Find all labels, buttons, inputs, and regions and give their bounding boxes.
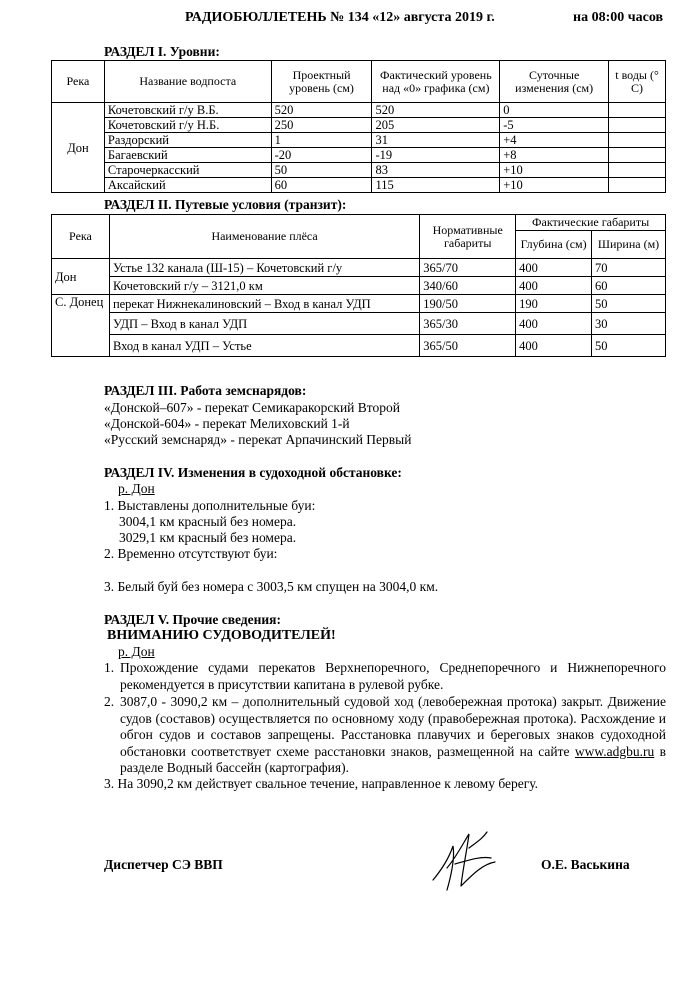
depth-cell: 400 [516,259,592,277]
table-row [52,295,666,313]
change-cell: +10 [500,178,609,193]
reach-cell: УДП – Вход в канал УДП [109,313,419,335]
actual-cell: 83 [372,163,500,178]
change-cell: 0 [500,103,609,118]
info-item-number: 2. [104,694,115,709]
change-cell: +10 [500,163,609,178]
width-cell: 50 [592,295,666,313]
station-cell: Аксайский [104,178,271,193]
change-subitem: 3004,1 км красный без номера. [119,514,297,529]
table-row [52,335,666,357]
section4-heading: РАЗДЕЛ IV. Изменения в судоходной обстановке: [104,465,402,480]
col-reach: Наименование плёса [109,215,419,259]
levels-table [51,60,666,193]
info-item: Прохождение судами перекатов Верхнепоречного, Среднепоречного и Нижнепоречного рекомендуется в присутствии капитана в рулевой рубке. [120,660,666,692]
dredger-line: «Донской–607» - перекат Семикаракорский Второй [104,400,400,415]
normative-cell: 190/50 [420,295,516,313]
station-cell: Старочеркасский [104,163,271,178]
dredger-line: «Донской-604» - перекат Мелиховский 1-й [104,416,350,431]
change-item: 2. Временно отсутствуют буи: [104,546,278,561]
station-cell: Багаевский [104,148,271,163]
transit-header-row [52,215,666,231]
website-link[interactable]: www.adgbu.ru [574,743,655,759]
signature-image [425,828,500,898]
change-item: 3. Белый буй без номера с 3003,5 км спущен на 3004,0 км. [104,579,439,594]
width-cell: 70 [592,259,666,277]
transit-table [51,214,666,357]
change-cell: -5 [500,118,609,133]
temp-cell [609,178,666,193]
reach-cell: Вход в канал УДП – Устье [109,335,419,357]
col-river: Река [52,61,105,103]
info-item [120,694,666,777]
reach-cell: Устье 132 канала (Ш-15) – Кочетовский г/у [109,259,419,277]
design-cell: 60 [271,178,372,193]
temp-cell [609,133,666,148]
actual-cell: 205 [372,118,500,133]
table-row [52,313,666,335]
bulletin-title: РАДИОБЮЛЛЕТЕНЬ № 134 «12» августа 2019 г. [185,10,495,25]
info-item-number: 1. [104,660,115,675]
table-row [52,178,666,193]
river-label: р. Дон [118,481,155,496]
col-normative: Нормативные габариты [420,215,516,259]
col-depth: Глубина (см) [516,231,592,259]
table-row [52,118,666,133]
actual-cell: 115 [372,178,500,193]
col-daily-change: Суточные изменения (см) [500,61,609,103]
depth-cell: 190 [516,295,592,313]
depth-cell: 400 [516,335,592,357]
signer-name: О.Е. Васькина [541,857,630,872]
section2-heading: РАЗДЕЛ II. Путевые условия (транзит): [104,197,347,212]
temp-cell [609,118,666,133]
col-width: Ширина (м) [592,231,666,259]
change-item: 1. Выставлены дополнительные буи: [104,498,316,513]
design-cell: 1 [271,133,372,148]
normative-cell: 365/50 [420,335,516,357]
normative-cell: 365/30 [420,313,516,335]
col-design-level: Проектный уровень (см) [271,61,372,103]
section3-heading: РАЗДЕЛ III. Работа земснарядов: [104,383,307,398]
actual-cell: -19 [372,148,500,163]
normative-cell: 340/60 [420,277,516,295]
design-cell: 520 [271,103,372,118]
col-actual-level: Фактический уровень над «0» графика (см) [372,61,500,103]
reach-cell: перекат Нижнекалиновский – Вход в канал УДП [109,295,419,313]
table-row [52,148,666,163]
design-cell: -20 [271,148,372,163]
reach-cell: Кочетовский г/у – 3121,0 км [109,277,419,295]
table-row [52,133,666,148]
river-cell: Дон [52,259,110,295]
section5-heading: РАЗДЕЛ V. Прочие сведения: [104,612,281,627]
change-cell: +4 [500,133,609,148]
info-text: 3087,0 - 3090,2 км – дополнительный судовой ход (левобережная протока) закрыт. Движение судов (составов) осуществляется по основному ходу (правобережная протока). Расхождение и обгон судов и составов запрещены. Расстановка плавучих и береговых знаков судоходной обстановки соответствует схеме расстановки знаков, размещенной на сайте [120,694,666,759]
temp-cell [609,103,666,118]
temp-cell [609,163,666,178]
table-row [52,103,666,118]
table-row [52,259,666,277]
col-station: Название водпоста [104,61,271,103]
table-row [52,277,666,295]
col-actual: Фактические габариты [516,215,666,231]
design-cell: 250 [271,118,372,133]
col-water-temp: t воды (° C) [609,61,666,103]
river-label: р. Дон [118,644,155,659]
levels-header-row [52,61,666,103]
design-cell: 50 [271,163,372,178]
station-cell: Кочетовский г/у В.Б. [104,103,271,118]
bulletin-time: на 08:00 часов [573,10,664,25]
info-item: 3. На 3090,2 км действует свальное течение, направленное к левому берегу. [104,776,539,791]
temp-cell [609,148,666,163]
width-cell: 60 [592,277,666,295]
station-cell: Кочетовский г/у Н.Б. [104,118,271,133]
station-cell: Раздорский [104,133,271,148]
dispatcher-label: Диспетчер СЭ ВВП [104,857,223,872]
attention-heading: ВНИМАНИЮ СУДОВОДИТЕЛЕЙ! [107,628,336,643]
depth-cell: 400 [516,277,592,295]
change-cell: +8 [500,148,609,163]
width-cell: 30 [592,313,666,335]
normative-cell: 365/70 [420,259,516,277]
actual-cell: 31 [372,133,500,148]
actual-cell: 520 [372,103,500,118]
river-cell: С. Донец [52,295,110,357]
depth-cell: 400 [516,313,592,335]
river-cell: Дон [52,103,105,193]
table-row [52,163,666,178]
change-subitem: 3029,1 км красный без номера. [119,530,297,545]
info-text: в разделе Водный бассейн (картография). [120,743,667,775]
width-cell: 50 [592,335,666,357]
col-river: Река [52,215,110,259]
dredger-line: «Русский земснаряд» - перекат Арпачинский Первый [104,432,412,447]
section1-heading: РАЗДЕЛ I. Уровни: [104,44,220,59]
